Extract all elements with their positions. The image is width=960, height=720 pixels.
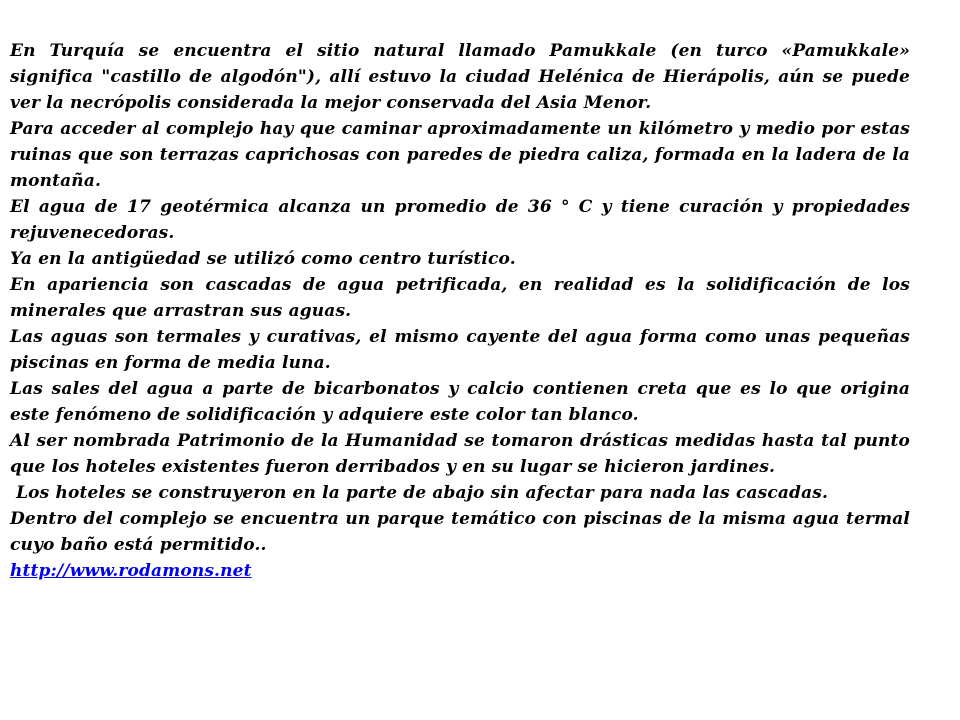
paragraph-theme-park: Dentro del complejo se encuentra un parque temático con piscinas de la misma agua termal cuyo baño está permitido.. xyxy=(10,509,910,555)
paragraph-salts: Las sales del agua a parte de bicarbonatos y calcio contienen creta que es lo que origina este fenómeno de solidificación y adquiere este color tan blanco. xyxy=(10,379,910,425)
paragraph-water-temperature: El agua de 17 geotérmica alcanza un promedio de 36 ° C y tiene curación y propiedades rejuvenecedoras. xyxy=(10,197,910,243)
source-link-line xyxy=(10,558,910,584)
paragraph-antiquity: Ya en la antigüedad se utilizó como centro turístico. xyxy=(10,249,516,269)
paragraph-pamukkale-intro: En Turquía se encuentra el sitio natural llamado Pamukkale (en turco «Pamukkale» significa "castillo de algodón"), allí estuvo la ciudad Helénica de Hierápolis, aún se puede ver la necrópolis considerada la mejor conservada del Asia Menor. xyxy=(10,41,910,113)
paragraph-thermal-waters: Las aguas son termales y curativas, el mismo cayente del agua forma como unas pequeñas piscinas en forma de media luna. xyxy=(10,327,910,373)
paragraph-heritage: Al ser nombrada Patrimonio de la Humanidad se tomaron drásticas medidas hasta tal punto que los hoteles existentes fueron derribados y en su lugar se hicieron jardines. xyxy=(10,431,910,477)
paragraph-access: Para acceder al complejo hay que caminar aproximadamente un kilómetro y medio por estas ruinas que son terrazas caprichosas con paredes de piedra caliza, formada en la ladera de la montaña. xyxy=(10,119,910,191)
slide-text-body xyxy=(10,38,910,584)
paragraph-appearance: En apariencia son cascadas de agua petrificada, en realidad es la solidificación de los minerales que arrastran sus aguas. xyxy=(10,275,910,321)
source-link[interactable]: http://www.rodamons.net xyxy=(10,561,252,581)
paragraph-hotels: Los hoteles se construyeron en la parte de abajo sin afectar para nada las cascadas. xyxy=(10,483,829,503)
